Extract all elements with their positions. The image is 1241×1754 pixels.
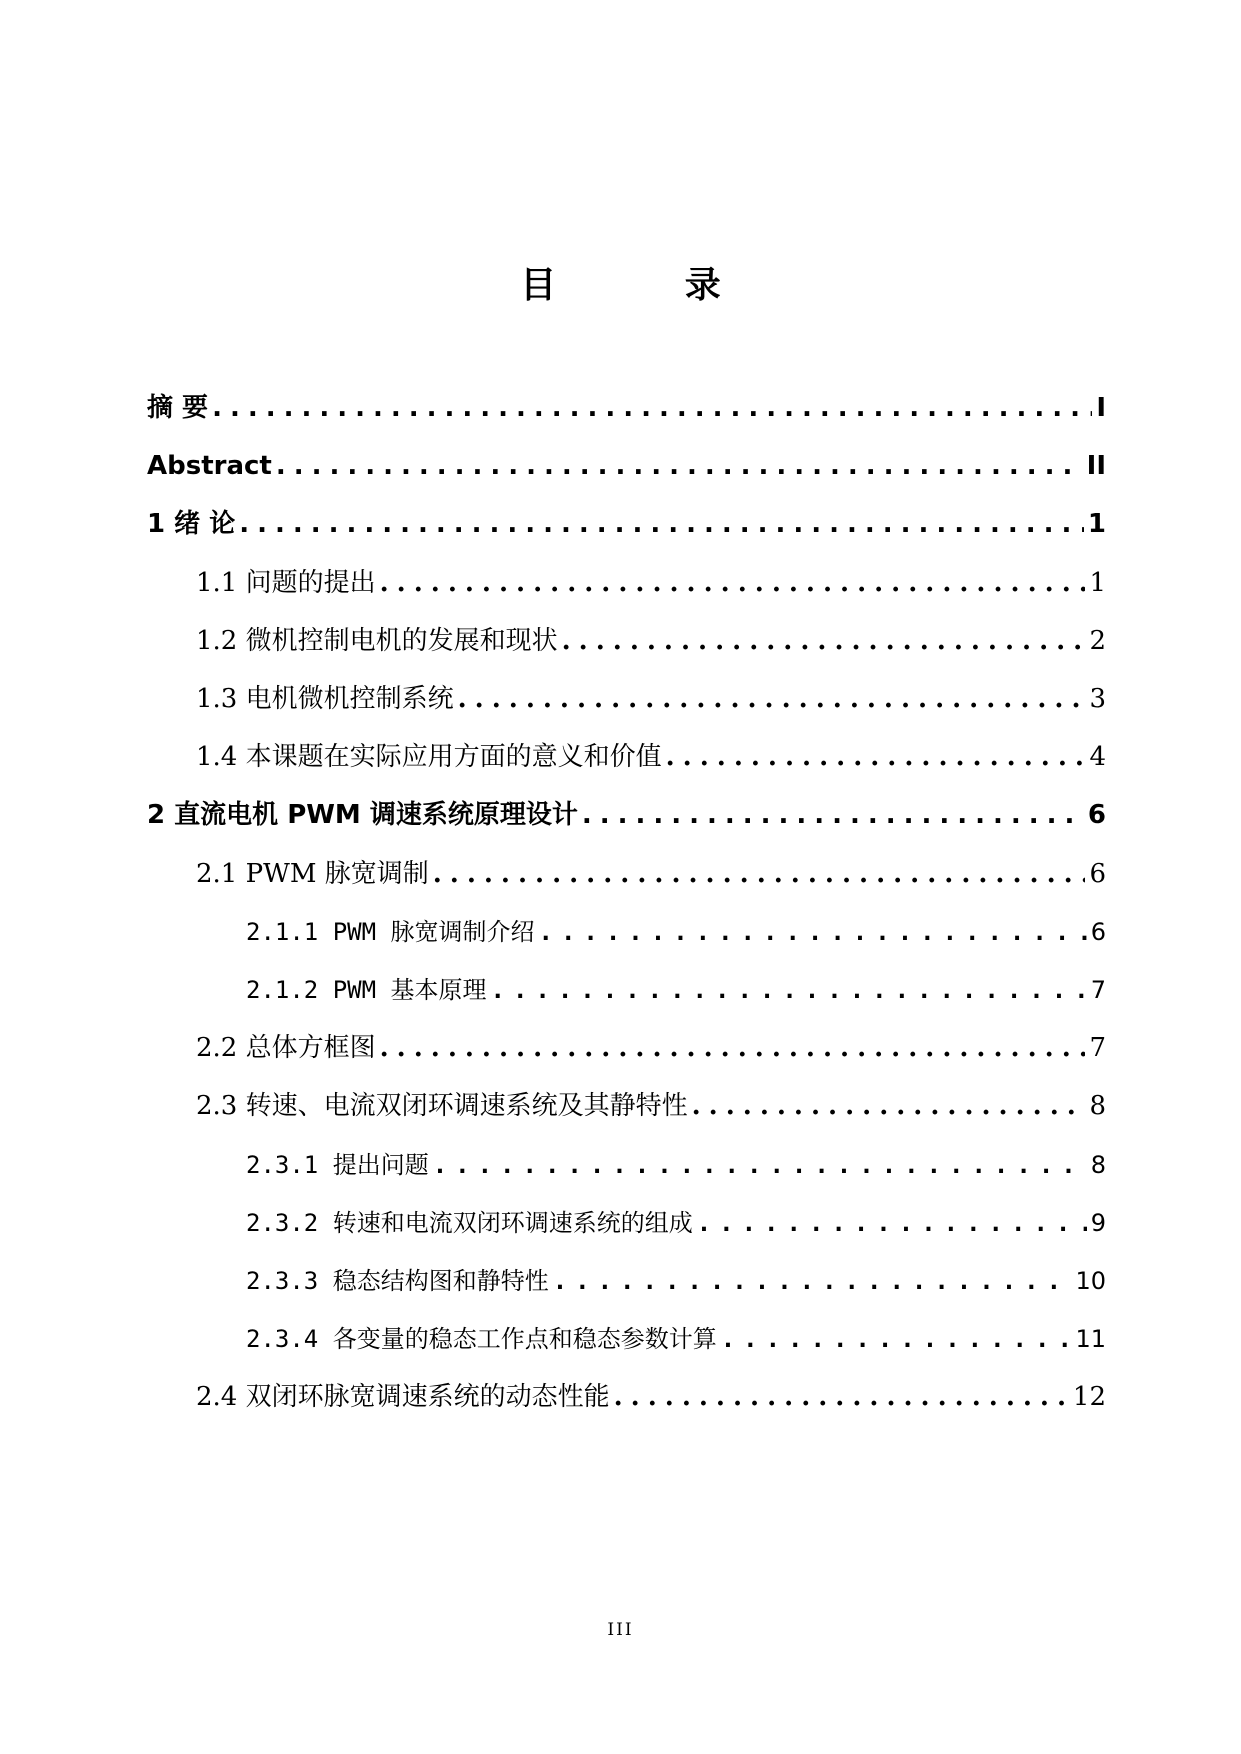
toc-entry-label: 1.1 问题的提出 [196, 568, 376, 598]
toc-entry-page-number: II [1086, 451, 1106, 481]
toc-entry-page-number: 9 [1090, 1209, 1106, 1237]
toc-entry[interactable] [246, 972, 1106, 1008]
toc-dot-leader [239, 506, 1084, 542]
toc-entry-label: 1 绪 论 [147, 509, 236, 539]
toc-entry-page-number: 8 [1089, 1091, 1106, 1121]
toc-entry-page-number: 12 [1072, 1382, 1106, 1412]
toc-entry-label: 2.3 转速、电流双闭环调速系统及其静特性 [196, 1091, 688, 1121]
toc-entry-page-number: 3 [1089, 684, 1106, 714]
toc-dot-leader [491, 972, 1087, 1008]
page-title: 目 录 [520, 265, 779, 306]
toc-entry-page-number: 7 [1089, 1033, 1106, 1063]
toc-entry-label: 2.3.4 各变量的稳态工作点和稳态参数计算 [246, 1325, 717, 1353]
toc-entry-page-number: 2 [1089, 626, 1106, 656]
page-number-footer: III [607, 1620, 634, 1640]
toc-dot-leader [433, 1147, 1087, 1183]
toc-entry-label: 2.3.3 稳态结构图和静特性 [246, 1267, 549, 1295]
toc-dot-leader [553, 1263, 1072, 1299]
toc-entry[interactable] [196, 739, 1106, 775]
toc-dot-leader [212, 390, 1092, 426]
toc-entry[interactable] [246, 1205, 1106, 1241]
toc-entry-page-number: I [1096, 393, 1106, 423]
toc-entry[interactable] [147, 506, 1106, 542]
toc-dot-leader [433, 856, 1086, 892]
toc-entry[interactable] [196, 1088, 1106, 1124]
toc-entry-page-number: 6 [1087, 800, 1106, 830]
toc-dot-leader [582, 797, 1084, 833]
toc-entry[interactable] [196, 623, 1106, 659]
toc-dot-leader [666, 739, 1086, 775]
toc-entry-label: 2.3.1 提出问题 [246, 1151, 429, 1179]
toc-dot-leader [721, 1321, 1072, 1357]
toc-entry[interactable] [147, 448, 1106, 484]
toc-entry-page-number: 10 [1075, 1267, 1106, 1295]
toc-entry-page-number: 6 [1090, 918, 1106, 946]
toc-entry-page-number: 7 [1090, 976, 1106, 1004]
toc-entry-label: 2.3.2 转速和电流双闭环调速系统的组成 [246, 1209, 693, 1237]
toc-dot-leader [692, 1088, 1086, 1124]
toc-entry[interactable] [246, 1147, 1106, 1183]
toc-entry-page-number: 4 [1089, 742, 1106, 772]
toc-dot-leader [562, 623, 1086, 659]
toc-dot-leader [380, 565, 1086, 601]
toc-entry-label: 1.3 电机微机控制系统 [196, 684, 454, 714]
toc-entry-label: Abstract [147, 451, 272, 481]
toc-entry[interactable] [196, 565, 1106, 601]
toc-entry[interactable] [196, 1030, 1106, 1066]
toc-dot-leader [276, 448, 1083, 484]
toc-entry-label: 2.1.1 PWM 脉宽调制介绍 [246, 918, 535, 946]
toc-entry-label: 2.1.2 PWM 基本原理 [246, 976, 487, 1004]
toc-entry[interactable] [196, 681, 1106, 717]
toc-entry-page-number: 11 [1075, 1325, 1106, 1353]
toc-entry-label: 2.4 双闭环脉宽调速系统的动态性能 [196, 1382, 610, 1412]
toc-dot-leader [458, 681, 1086, 717]
toc-dot-leader [614, 1379, 1069, 1415]
toc-dot-leader [380, 1030, 1086, 1066]
toc-entry-page-number: 6 [1089, 859, 1106, 889]
toc-entry[interactable] [196, 1379, 1106, 1415]
toc-entry[interactable] [246, 1321, 1106, 1357]
toc-entry-label: 2 直流电机 PWM 调速系统原理设计 [147, 800, 578, 830]
toc-entry[interactable] [196, 856, 1106, 892]
toc-entry[interactable] [147, 390, 1106, 426]
toc-entry-label: 摘 要 [147, 393, 209, 423]
toc-dot-leader [697, 1205, 1087, 1241]
toc-entry-label: 1.2 微机控制电机的发展和现状 [196, 626, 558, 656]
toc-entry-label: 1.4 本课题在实际应用方面的意义和价值 [196, 742, 662, 772]
toc-entry[interactable] [147, 797, 1106, 833]
toc-entry[interactable] [246, 1263, 1106, 1299]
toc-entry-page-number: 1 [1089, 568, 1106, 598]
toc-entry-page-number: 1 [1087, 509, 1106, 539]
toc-dot-leader [539, 914, 1087, 950]
toc-entry-page-number: 8 [1090, 1151, 1106, 1179]
toc-entry[interactable] [246, 914, 1106, 950]
toc-entry-label: 2.1 PWM 脉宽调制 [196, 859, 429, 889]
toc-entry-label: 2.2 总体方框图 [196, 1033, 376, 1063]
